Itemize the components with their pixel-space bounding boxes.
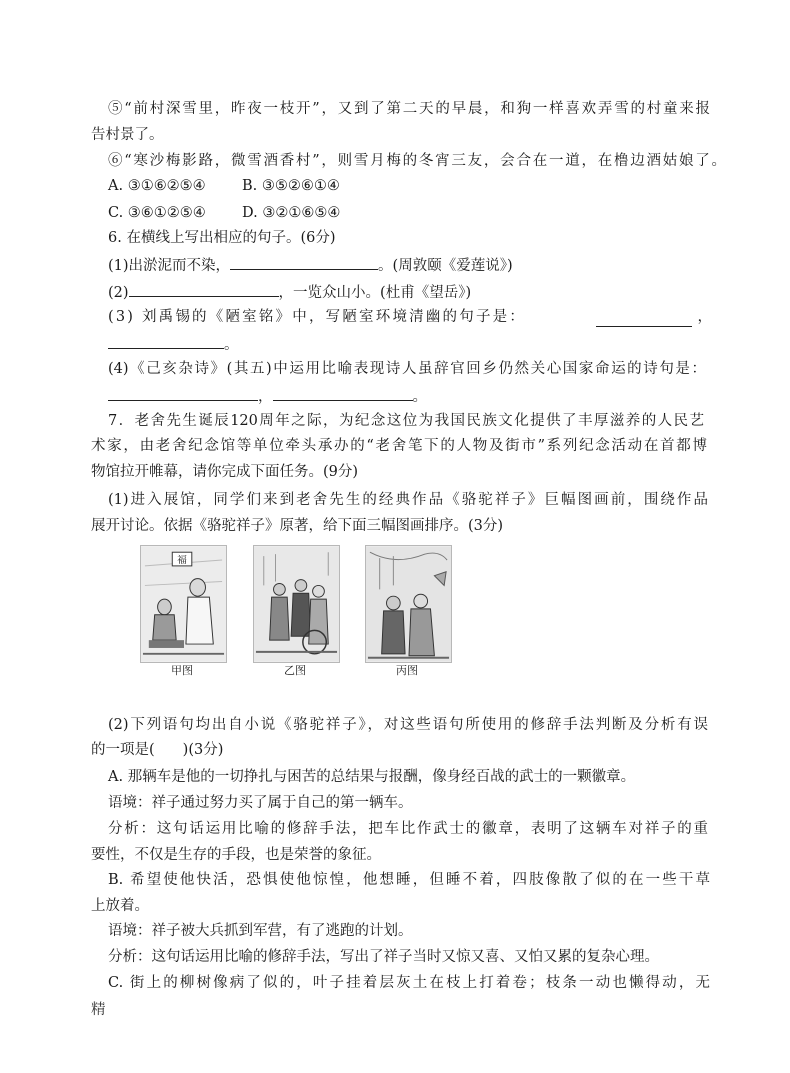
fu-sign-text: 福 <box>177 554 187 566</box>
figure-bing <box>365 545 452 663</box>
figure-jia-illustration <box>141 546 226 662</box>
choice-c-sentence-1: C. 街上的柳树像病了似的，叶子挂着层灰土在枝上打着卷；枝条一动也懒得动，无 <box>108 975 710 991</box>
part-1-prefix: (1)出淤泥而不染， <box>108 258 231 274</box>
part-1-suffix: 。(周敦颐《爱莲说》) <box>378 258 513 274</box>
choice-b-analysis: 分析：这句话运用比喻的修辞手法，写出了祥子当时又惊又喜、又怕又累的复杂心理。 <box>108 949 659 965</box>
part-3-comma: ， <box>697 309 712 325</box>
option-b: B. ③⑤②⑥①④ <box>242 178 340 194</box>
question-7-intro-2: 术家，由老舍纪念馆等单位牵头承办的“老舍笔下的人物及街市”系列纪念活动在首都博 <box>91 438 707 454</box>
answer-blank-4b[interactable] <box>273 385 413 401</box>
question-7-intro-3: 物馆拉开帷幕，请你完成下面任务。(9分) <box>91 464 359 480</box>
part-2-prefix: (2) <box>108 285 129 301</box>
part-4-end: 。 <box>412 389 427 405</box>
choice-a-analysis-2: 要性，不仅是生存的手段，也是荣誉的象征。 <box>91 847 381 863</box>
answer-blank-2[interactable] <box>129 281 279 297</box>
option-d: D. ③②①⑥⑤④ <box>242 205 341 221</box>
answer-blank-4a[interactable] <box>108 385 258 401</box>
caption-bing: 丙图 <box>396 664 418 677</box>
part-2-suffix: ，一览众山小。(杜甫《望岳》) <box>278 285 472 301</box>
task-1-line-1: (1)进入展馆，同学们来到老舍先生的经典作品《骆驼祥子》巨幅图画前，围绕作品 <box>108 492 708 508</box>
question-6-part-4-cont <box>108 385 427 407</box>
part-4-comma: ， <box>258 389 273 405</box>
item-5-line-2: 告村景了。 <box>91 127 164 143</box>
choice-b-context: 语境：祥子被大兵抓到军营，有了逃跑的计划。 <box>108 923 413 939</box>
question-6-part-4: (4)《己亥杂诗》(其五)中运用比喻表现诗人虽辞官回乡仍然关心国家命运的诗句是： <box>108 361 706 377</box>
answer-blank-3b[interactable] <box>108 333 224 349</box>
question-6-part-2 <box>108 281 471 303</box>
part-3-end: 。 <box>224 337 239 353</box>
item-6-line: ⑥“寒沙梅影路，微雪酒香村”，则雪月梅的冬宵三友，会合在一道，在橹边酒姑娘了。 <box>108 153 726 169</box>
question-6-title: 6. 在横线上写出相应的句子。(6分) <box>108 230 336 246</box>
choice-a-analysis-1: 分析：这句话运用比喻的修辞手法，把车比作武士的徽章，表明了这辆车对祥子的重 <box>108 821 708 837</box>
question-6-part-3 <box>108 307 712 327</box>
task-2-stem-prefix: 的一项是( <box>91 742 155 758</box>
question-6-part-3-cont <box>108 333 239 355</box>
task-2-line-1: (2)下列语句均出自小说《骆驼祥子》，对这些语句所使用的修辞手法判断及分析有误 <box>108 717 708 733</box>
figure-jia <box>140 545 227 663</box>
task-1-line-2: 展开讨论。依据《骆驼祥子》原著，给下面三幅图画排序。(3分) <box>91 518 504 534</box>
figure-bing-illustration <box>366 546 451 662</box>
caption-yi: 乙图 <box>284 664 306 677</box>
option-c: C. ③⑥①②⑤④ <box>108 205 206 221</box>
question-7-intro-1: 7．老舍先生诞辰120周年之际，为纪念这位为我国民族文化提供了丰厚滋养的人民艺 <box>108 413 704 429</box>
choice-a-context: 语境：祥子通过努力买了属于自己的第一辆车。 <box>108 795 413 811</box>
task-2-line-2 <box>91 740 223 760</box>
caption-jia: 甲图 <box>171 664 193 677</box>
answer-blank-3a[interactable] <box>596 311 692 327</box>
question-6-part-1 <box>108 254 513 276</box>
figure-yi <box>253 545 340 663</box>
task-2-stem-suffix: )(3分) <box>182 742 224 758</box>
figure-yi-illustration <box>254 546 339 662</box>
item-5-line-1: ⑤“前村深雪里，昨夜一枝开”，又到了第二天的早晨，和狗一样喜欢弄雪的村童来报 <box>108 101 710 117</box>
choice-c-sentence-2: 精 <box>91 1002 106 1018</box>
part-3-text: (3) 刘禹锡的《陋室铭》中，写陋室环境清幽的句子是： <box>108 309 527 325</box>
choice-b-sentence-1: B. 希望使他快活，恐惧使他惊惶，他想睡，但睡不着，四肢像散了似的在一些干草 <box>108 872 710 888</box>
option-a: A. ③①⑥②⑤④ <box>108 178 206 194</box>
choice-a-sentence: A. 那辆车是他的一切挣扎与困苦的总结果与报酬，像身经百战的武士的一颗徽章。 <box>108 769 636 785</box>
answer-blank-1[interactable] <box>230 254 378 270</box>
choice-b-sentence-2: 上放着。 <box>91 898 149 914</box>
